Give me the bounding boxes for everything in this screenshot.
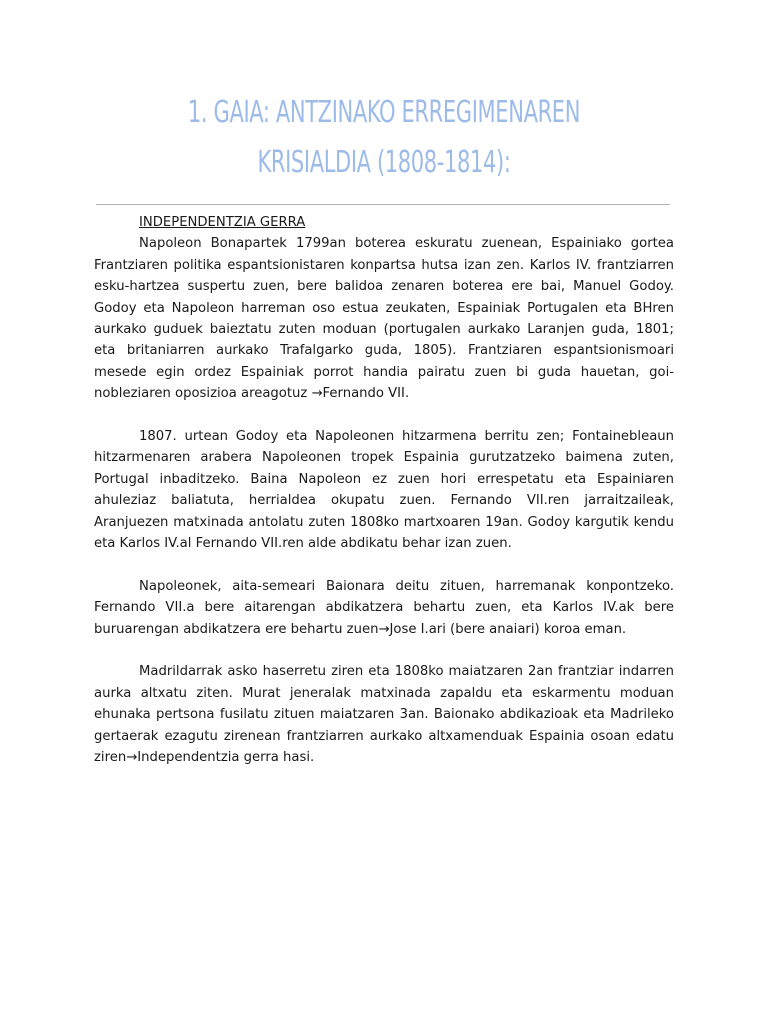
paragraph-2: 1807. urtean Godoy eta Napoleonen hitzarmena berritu zen; Fontainebleaun hitzarmenaren arabera Napoleonen tropek Espainia gurutzatzeko baimena zuten, Portugal inbaditzeko. Baina Napoleon ez zuen hori errespetatu eta Espainiaren ahuleziaz baliatuta, herrialdea okupatu zuen. Fernando VII.ren jarraitzaileak, Aranjuezen matxinada antolatu zuten 1808ko martxoaren 19an. Godoy kargutik kendu eta Karlos IV.al Fernando VII.ren alde abdikatu behar izan zuen. <box>94 429 674 552</box>
paragraph-3: Napoleonek, aita-semeari Baionara deitu zituen, harremanak konpontzeko. Fernando VII.a bere aitarengan abdikatzera behartu zuen, eta Karlos IV.ak bere buruarengan abdikatzera ere behartu zuen→Jose I.ari (bere anaiari) koroa eman. <box>94 578 674 637</box>
paragraph-spacer <box>94 554 674 575</box>
page-title: 1. GAIA: ANTZINAKO ERREGIMENAREN KRISIALDIA (1808-1814): <box>187 95 581 180</box>
title-divider <box>96 204 670 205</box>
paragraph-spacer <box>94 640 674 661</box>
section-heading: INDEPENDENTZIA GERRA <box>139 215 306 230</box>
document-body <box>94 212 674 769</box>
paragraph-1: Napoleon Bonapartek 1799an boterea eskuratu zuenean, Espainiako gortea Frantziaren politika espantsionistaren konpartsa hutsa izan zen. Karlos IV. frantziarren esku-hartzea suspertu zuen, bere balidoa zenaren boterea ere bai, Manuel Godoy. Godoy eta Napoleon harreman oso estua zeukaten, Espainiak Portugalen eta BHren aurkako guduek baieztatu zuten moduan (portugalen aurkako Laranjen guda, 1801; eta britaniarren aurkako Trafalgarko guda, 1805). Frantziaren espantsionismoari mesede egin ordez Espainiak porrot handia pairatu zuen bi guda hauetan, goi-nobleziaren oposizioa areagotuz →Fernando VII. <box>94 236 674 402</box>
paragraph-spacer <box>94 405 674 426</box>
paragraph-4: Madrildarrak asko haserretu ziren eta 1808ko maiatzaren 2an frantziar indarren aurka altxatu ziten. Murat jeneralak matxinada zapaldu eta eskarmentu moduan ehunaka pertsona fusilatu zituen maiatzaren 3an. Baionako abdikazioak eta Madrileko gertaerak ezagutu zirenean frantziarren aurkako altxamenduak Espainia osoan edatu ziren→Independentzia gerra hasi. <box>94 664 674 766</box>
